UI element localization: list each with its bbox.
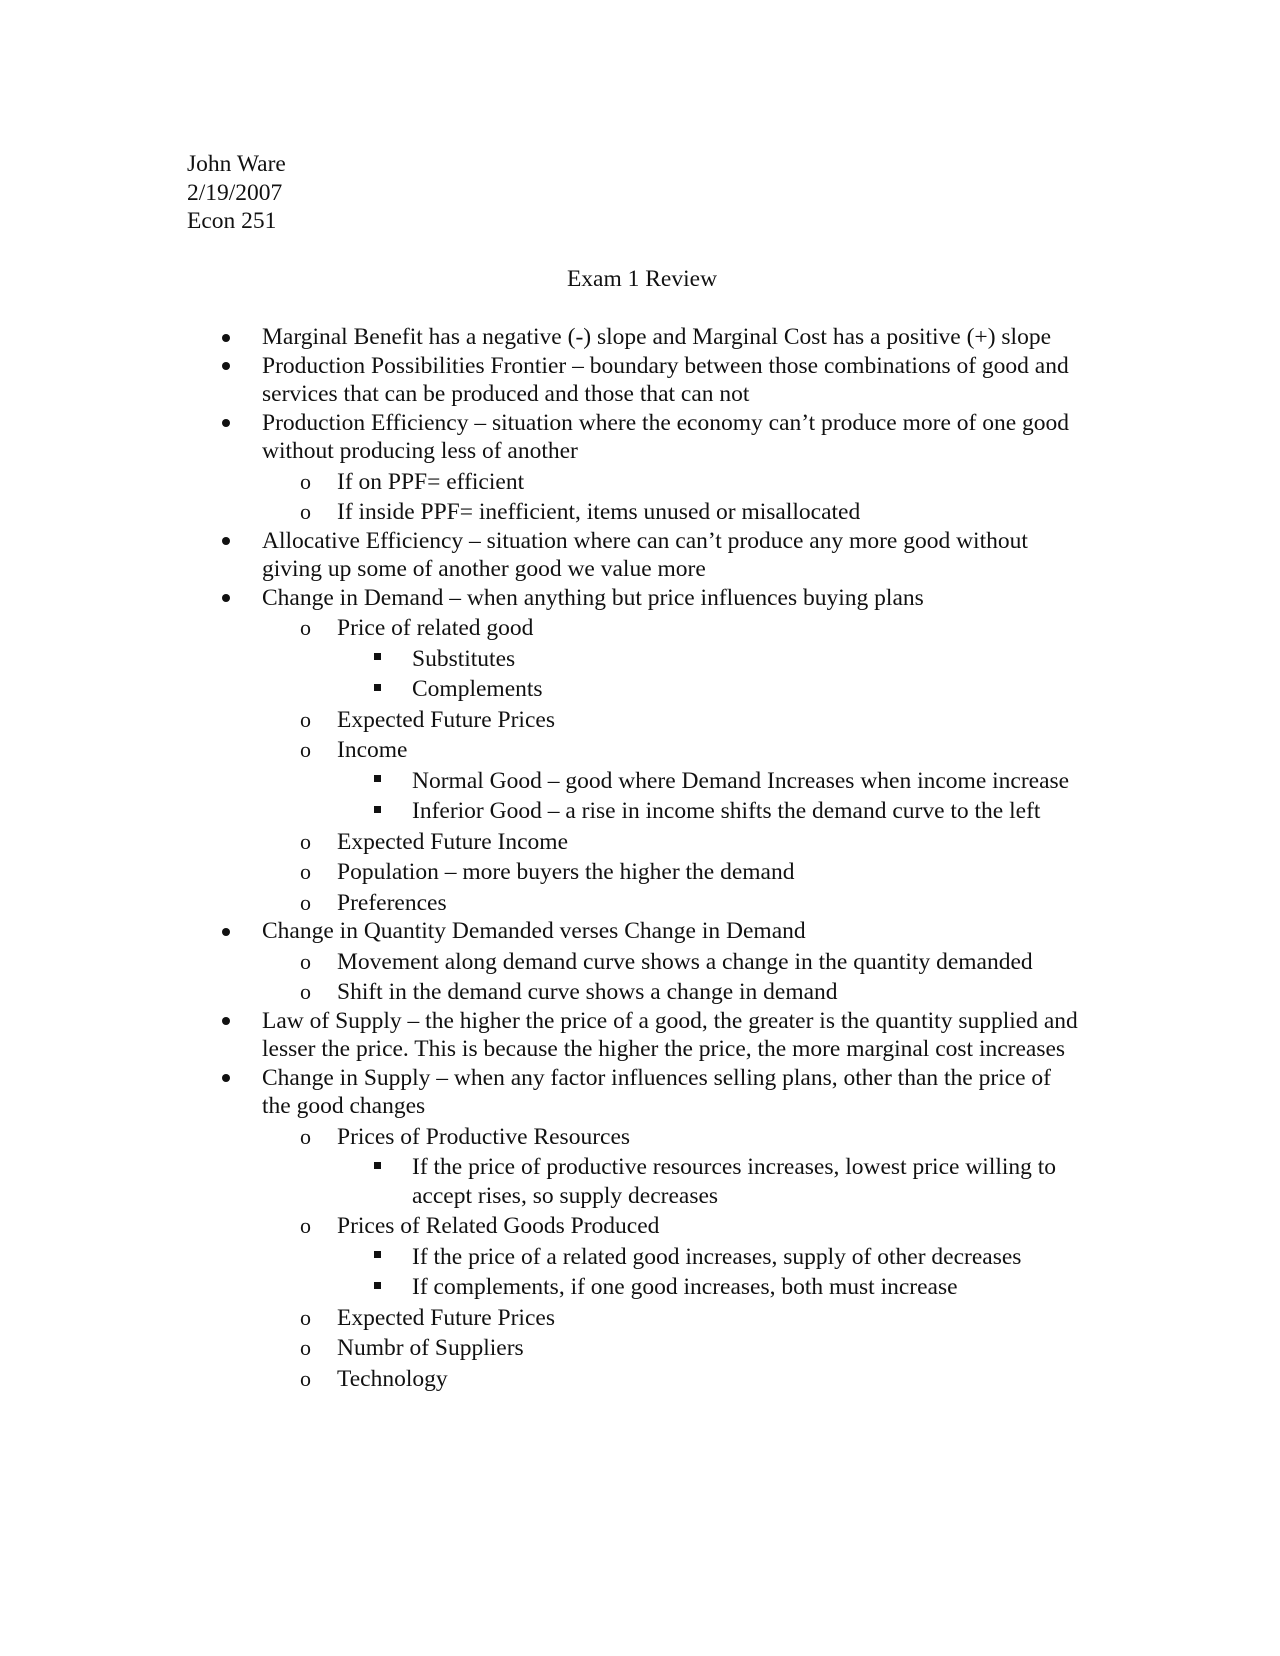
- outline-item-text: Allocative Efficiency – situation where can can’t produce any more good without giving up some of another good we value more: [262, 527, 1028, 582]
- bullet-dot-icon: [222, 1007, 230, 1036]
- outline-item-level-2: [0, 1365, 1087, 1394]
- bullet-circle-icon: o: [300, 1123, 311, 1149]
- outline-item-text: Change in Quantity Demanded verses Change in Demand: [262, 918, 806, 944]
- bullet-circle-icon: o: [300, 468, 311, 494]
- bullet-circle-icon: o: [300, 1365, 311, 1391]
- bullet-circle-icon: o: [300, 499, 311, 524]
- outline-item-level-1: [0, 917, 1082, 946]
- outline-item-text: Change in Supply – when any factor influences selling plans, other than the price of the good changes: [262, 1064, 1051, 1119]
- outline-item-text: Technology: [337, 1365, 448, 1392]
- outline-item-text: If inside PPF= inefficient, items unused or misallocated: [337, 499, 861, 525]
- outline-item-level-2: [0, 978, 1087, 1007]
- outline-item-level-1: [0, 323, 1082, 352]
- bullet-dot-icon: [222, 352, 230, 381]
- document-header: [187, 150, 286, 236]
- outline-item-level-2: [0, 889, 1087, 918]
- outline-item-text: Marginal Benefit has a negative (-) slope and Marginal Cost has a positive (+) slope: [262, 324, 1051, 350]
- outline-item-level-3: [0, 767, 1092, 796]
- author-name: John Ware: [187, 151, 286, 177]
- bullet-square-icon: [374, 1153, 381, 1182]
- outline-item-text: Expected Future Prices: [337, 706, 555, 733]
- outline-item-text: Expected Future Income: [337, 828, 568, 855]
- outline-item-text: Population – more buyers the higher the demand: [337, 859, 795, 885]
- outline-item-level-2: [0, 468, 1087, 497]
- outline-item-level-2: [0, 1123, 1087, 1152]
- outline-item-level-2: [0, 498, 1087, 527]
- outline-item-level-2: [0, 1334, 1087, 1363]
- outline-item-level-2: [0, 948, 1087, 977]
- outline-item-level-3: [0, 675, 1092, 704]
- bullet-circle-icon: o: [300, 979, 311, 1004]
- outline-item-text: Complements: [412, 676, 543, 702]
- bullet-circle-icon: o: [300, 615, 311, 640]
- bullet-square-icon: [374, 1243, 381, 1272]
- outline-item-level-2: [0, 614, 1087, 643]
- outline-item-level-2: [0, 706, 1087, 735]
- bullet-circle-icon: o: [300, 859, 311, 884]
- bullet-circle-icon: o: [300, 706, 311, 732]
- outline-item-level-3: [0, 1243, 1092, 1272]
- outline-item-text: Prices of Related Goods Produced: [337, 1213, 660, 1239]
- outline-item-text: If the price of a related good increases, supply of other decreases: [412, 1243, 1022, 1270]
- document-date: 2/19/2007: [187, 179, 283, 206]
- bullet-square-icon: [374, 645, 381, 674]
- bullet-square-icon: [374, 1273, 381, 1302]
- bullet-circle-icon: o: [300, 1213, 311, 1238]
- outline-item-text: Normal Good – good where Demand Increases when income increase: [412, 767, 1070, 794]
- outline-item-text: Prices of Productive Resources: [337, 1123, 631, 1150]
- outline-item-text: Expected Future Prices: [337, 1304, 555, 1331]
- outline-item-level-3: [0, 645, 1092, 674]
- bullet-dot-icon: [222, 584, 230, 613]
- bullet-dot-icon: [222, 527, 230, 556]
- outline-item-level-1: [0, 1007, 1082, 1064]
- outline-item-level-2: [0, 1212, 1087, 1241]
- outline-item-level-1: [0, 409, 1082, 466]
- outline-item-level-1: [0, 1064, 1082, 1121]
- outline-item-level-3: [0, 1273, 1092, 1302]
- outline-item-text: Production Efficiency – situation where the economy can’t produce more of one good without producing less of another: [262, 409, 1070, 464]
- outline-item-text: Change in Demand – when anything but price influences buying plans: [262, 584, 924, 611]
- bullet-circle-icon: o: [300, 889, 311, 915]
- outline-item-text: Production Possibilities Frontier – boundary between those combinations of good and services that can be produced and those that can not: [262, 352, 1069, 407]
- outline-item-level-1: [0, 527, 1082, 584]
- outline-item-text: If complements, if one good increases, both must increase: [412, 1274, 958, 1300]
- outline-item-text: Price of related good: [337, 615, 534, 641]
- bullet-square-icon: [374, 675, 381, 704]
- outline-item-text: Preferences: [337, 889, 447, 916]
- review-outline: [0, 323, 1280, 1393]
- outline-item-level-1: [0, 584, 1082, 613]
- bullet-dot-icon: [222, 917, 230, 946]
- bullet-circle-icon: o: [300, 1335, 311, 1360]
- outline-item-level-2: [0, 736, 1087, 765]
- outline-item-text: Shift in the demand curve shows a change in demand: [337, 979, 838, 1005]
- bullet-dot-icon: [222, 1064, 230, 1093]
- bullet-circle-icon: o: [300, 948, 311, 974]
- outline-item-text: If the price of productive resources increases, lowest price willing to accept rises, so supply decreases: [412, 1154, 1057, 1209]
- outline-item-level-2: [0, 828, 1087, 857]
- course-name: Econ 251: [187, 208, 277, 234]
- bullet-circle-icon: o: [300, 1304, 311, 1330]
- bullet-square-icon: [374, 797, 381, 826]
- document-title: Exam 1 Review: [566, 266, 718, 292]
- bullet-square-icon: [374, 767, 381, 796]
- outline-item-level-1: [0, 352, 1082, 409]
- outline-item-text: Inferior Good – a rise in income shifts the demand curve to the left: [412, 798, 1041, 824]
- outline-item-level-2: [0, 858, 1087, 887]
- bullet-circle-icon: o: [300, 828, 311, 854]
- outline-item-text: Numbr of Suppliers: [337, 1335, 524, 1361]
- outline-item-level-3: [0, 1153, 1092, 1210]
- outline-item-level-2: [0, 1304, 1087, 1333]
- outline-item-level-3: [0, 797, 1092, 826]
- outline-item-text: If on PPF= efficient: [337, 468, 525, 495]
- outline-item-text: Substitutes: [412, 645, 516, 672]
- outline-item-text: Movement along demand curve shows a change in the quantity demanded: [337, 948, 1033, 975]
- bullet-circle-icon: o: [300, 737, 311, 762]
- bullet-dot-icon: [222, 409, 230, 438]
- outline-item-text: Law of Supply – the higher the price of a good, the greater is the quantity supplied and lesser the price. This is because the higher the price, the more marginal cost increases: [262, 1007, 1078, 1062]
- outline-item-text: Income: [337, 737, 408, 763]
- bullet-dot-icon: [222, 323, 230, 352]
